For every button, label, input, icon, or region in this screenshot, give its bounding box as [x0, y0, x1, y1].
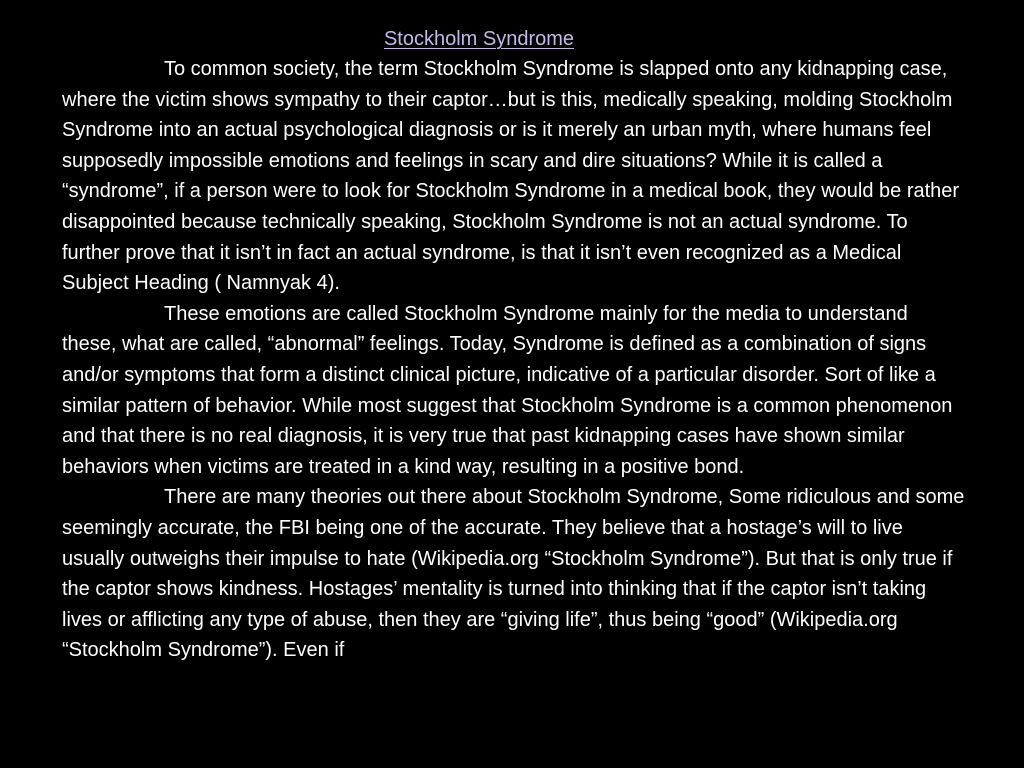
paragraph-3: There are many theories out there about Stockholm Syndrome, Some ridiculous and some seemingly accurate, the FBI being one of the accurate. They believe that a hostage’s will to live usually outweighs their impulse to hate (Wikipedia.org “Stockholm Syndrome”). But that is only true if the captor shows kindness. Hostages’ mentality is turned into thinking that if the captor isn’t taking lives or afflicting any type of abuse, then they are “giving life”, thus being “good” (Wikipedia.org “Stockholm Syndrome”). Even if: [62, 486, 965, 662]
slide-title-link[interactable]: Stockholm Syndrome: [383, 28, 575, 50]
slide-body: [62, 54, 967, 666]
paragraph-2: These emotions are called Stockholm Syndrome mainly for the media to understand these, what are called, “abnormal” feelings. Today, Syndrome is defined as a combination of signs and/or symptoms that form a distinct clinical picture, indicative of a particular disorder. Sort of like a similar pattern of behavior. While most suggest that Stockholm Syndrome is a common phenomenon and that there is no real diagnosis, it is very true that past kidnapping cases have shown similar behaviors when victims are treated in a kind way, resulting in a positive bond.: [62, 302, 953, 478]
paragraph-1: To common society, the term Stockholm Syndrome is slapped onto any kidnapping case, where the victim shows sympathy to their captor…but is this, medically speaking, molding Stockholm Syndrome into an actual psychological diagnosis or is it merely an urban myth, where humans feel supposedly impossible emotions and feelings in scary and dire situations? While it is called a “syndrome”, if a person were to look for Stockholm Syndrome in a medical book, they would be rather disappointed because technically speaking, Stockholm Syndrome is not an actual syndrome. To further prove that it isn’t in fact an actual syndrome, is that it isn’t even recognized as a Medical Subject Heading ( Namnyak 4).: [62, 58, 960, 295]
